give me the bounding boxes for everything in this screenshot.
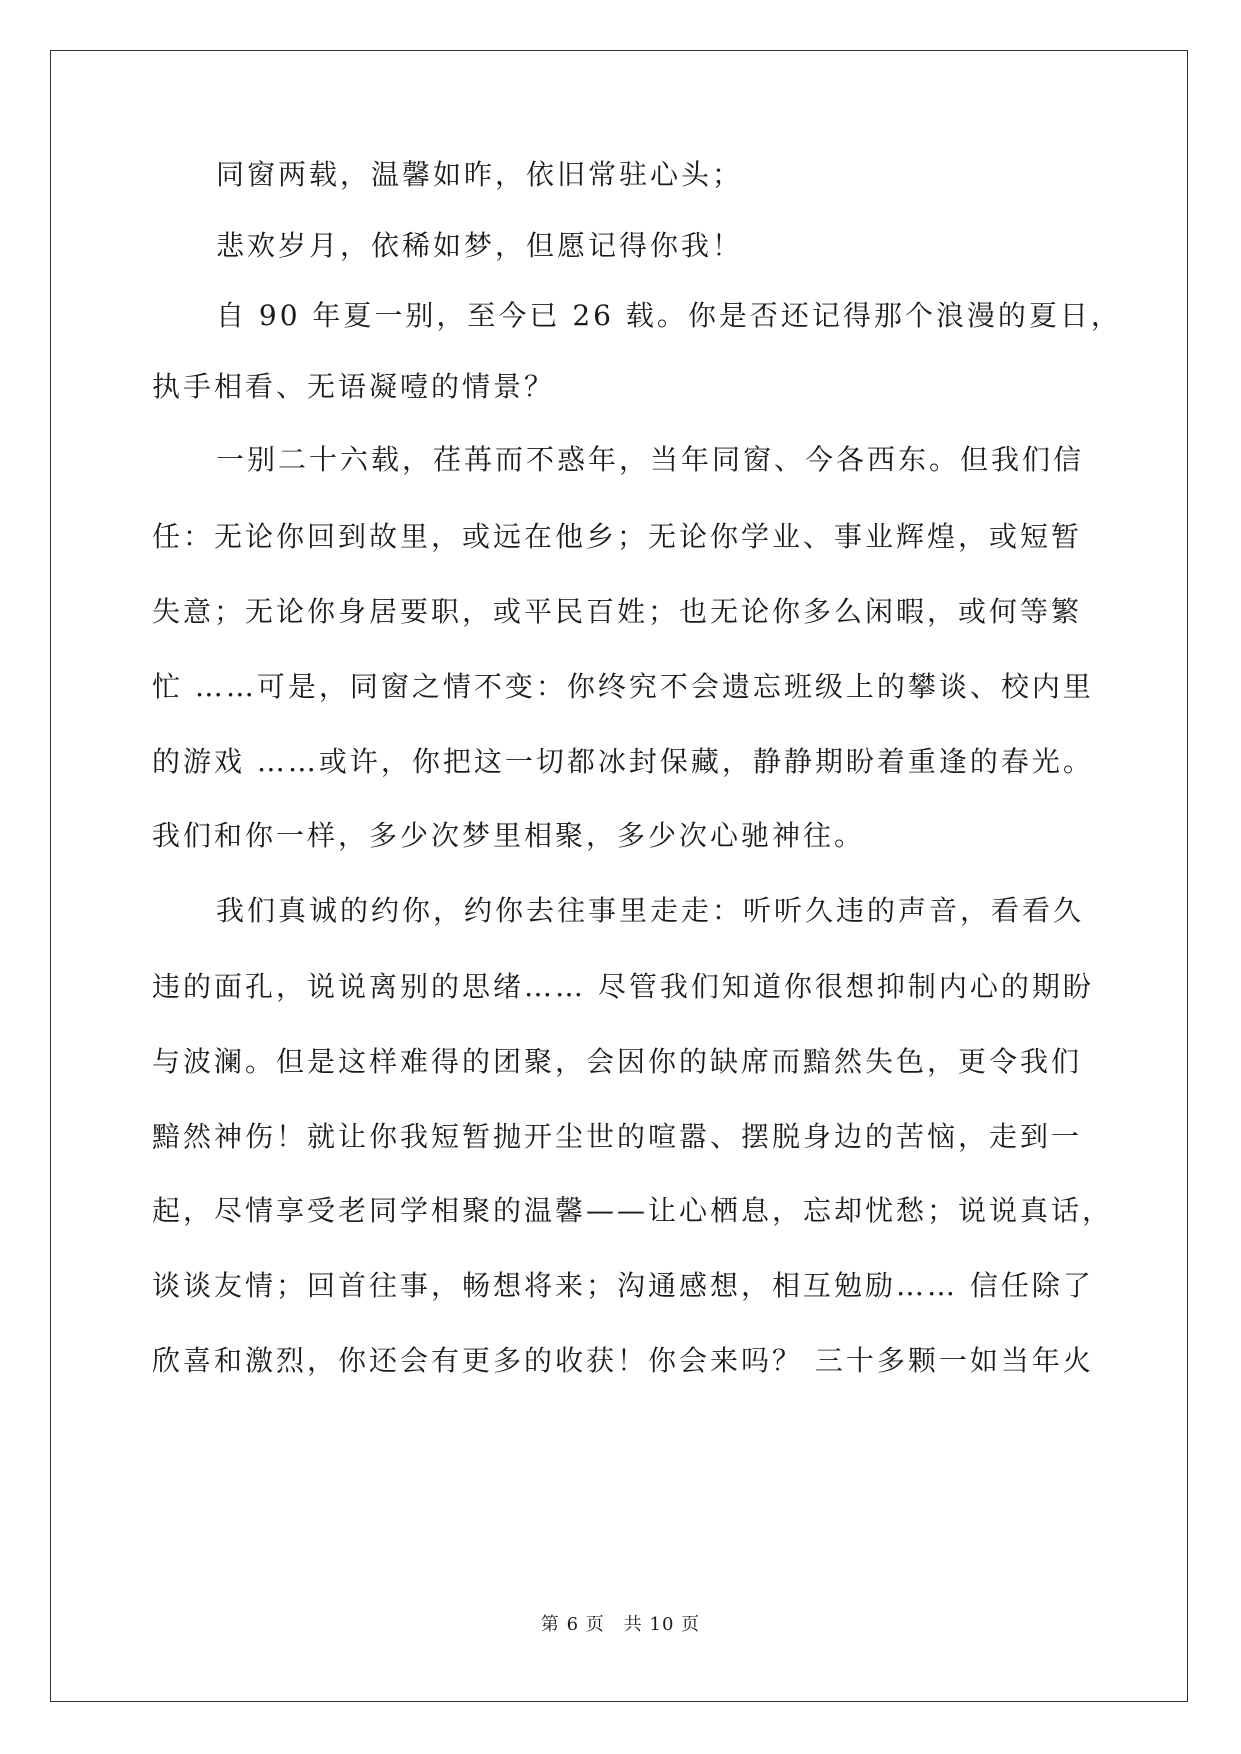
text-line: 黯然神伤！就让你我短暂抛开尘世的喧嚣、摆脱身边的苦恼，走到一 <box>152 1120 1083 1153</box>
text-line: 悲欢岁月，依稀如梦，但愿记得你我！ <box>216 229 744 262</box>
text-line: 违的面孔，说说离别的思绪…… 尽管我们知道你很想抑制内心的期盼 <box>152 970 1094 1003</box>
text-line: 起，尽情享受老同学相聚的温馨——让心栖息，忘却忧愁；说说真话， <box>152 1194 1114 1227</box>
page-footer: 第 6 页 共 10 页 <box>540 1614 701 1635</box>
text-line: 执手相看、无语凝噎的情景？ <box>152 370 556 403</box>
text-line: 失意；无论你身居要职，或平民百姓；也无论你多么闲暇，或何等繁 <box>152 595 1083 628</box>
text-line: 我们和你一样，多少次梦里相聚，多少次心驰神往。 <box>152 819 866 852</box>
text-line: 与波澜。但是这样难得的团聚，会因你的缺席而黯然失色，更令我们 <box>152 1045 1083 1078</box>
text-line: 欣喜和激烈，你还会有更多的收获！你会来吗？ 三十多颗一如当年火 <box>152 1344 1094 1377</box>
text-line: 任：无论你回到故里，或远在他乡；无论你学业、事业辉煌，或短暂 <box>152 520 1083 553</box>
text-line: 谈谈友情；回首往事，畅想将来；沟通感想，相互勉励…… 信任除了 <box>152 1269 1094 1302</box>
text-line: 的游戏 ……或许，你把这一切都冰封保藏，静静期盼着重逢的春光。 <box>152 745 1094 778</box>
text-line: 我们真诚的约你，约你去往事里走走：听听久违的声音，看看久 <box>216 894 1085 927</box>
text-line: 忙 ……可是，同窗之情不变：你终究不会遗忘班级上的攀谈、校内里 <box>152 670 1094 703</box>
text-line: 一别二十六载，荏苒而不惑年，当年同窗、今各西东。但我们信 <box>216 443 1085 476</box>
text-line: 自 90 年夏一别，至今已 26 载。你是否还记得那个浪漫的夏日， <box>216 299 1122 332</box>
text-line: 同窗两载，温馨如昨，依旧常驻心头； <box>216 158 744 191</box>
